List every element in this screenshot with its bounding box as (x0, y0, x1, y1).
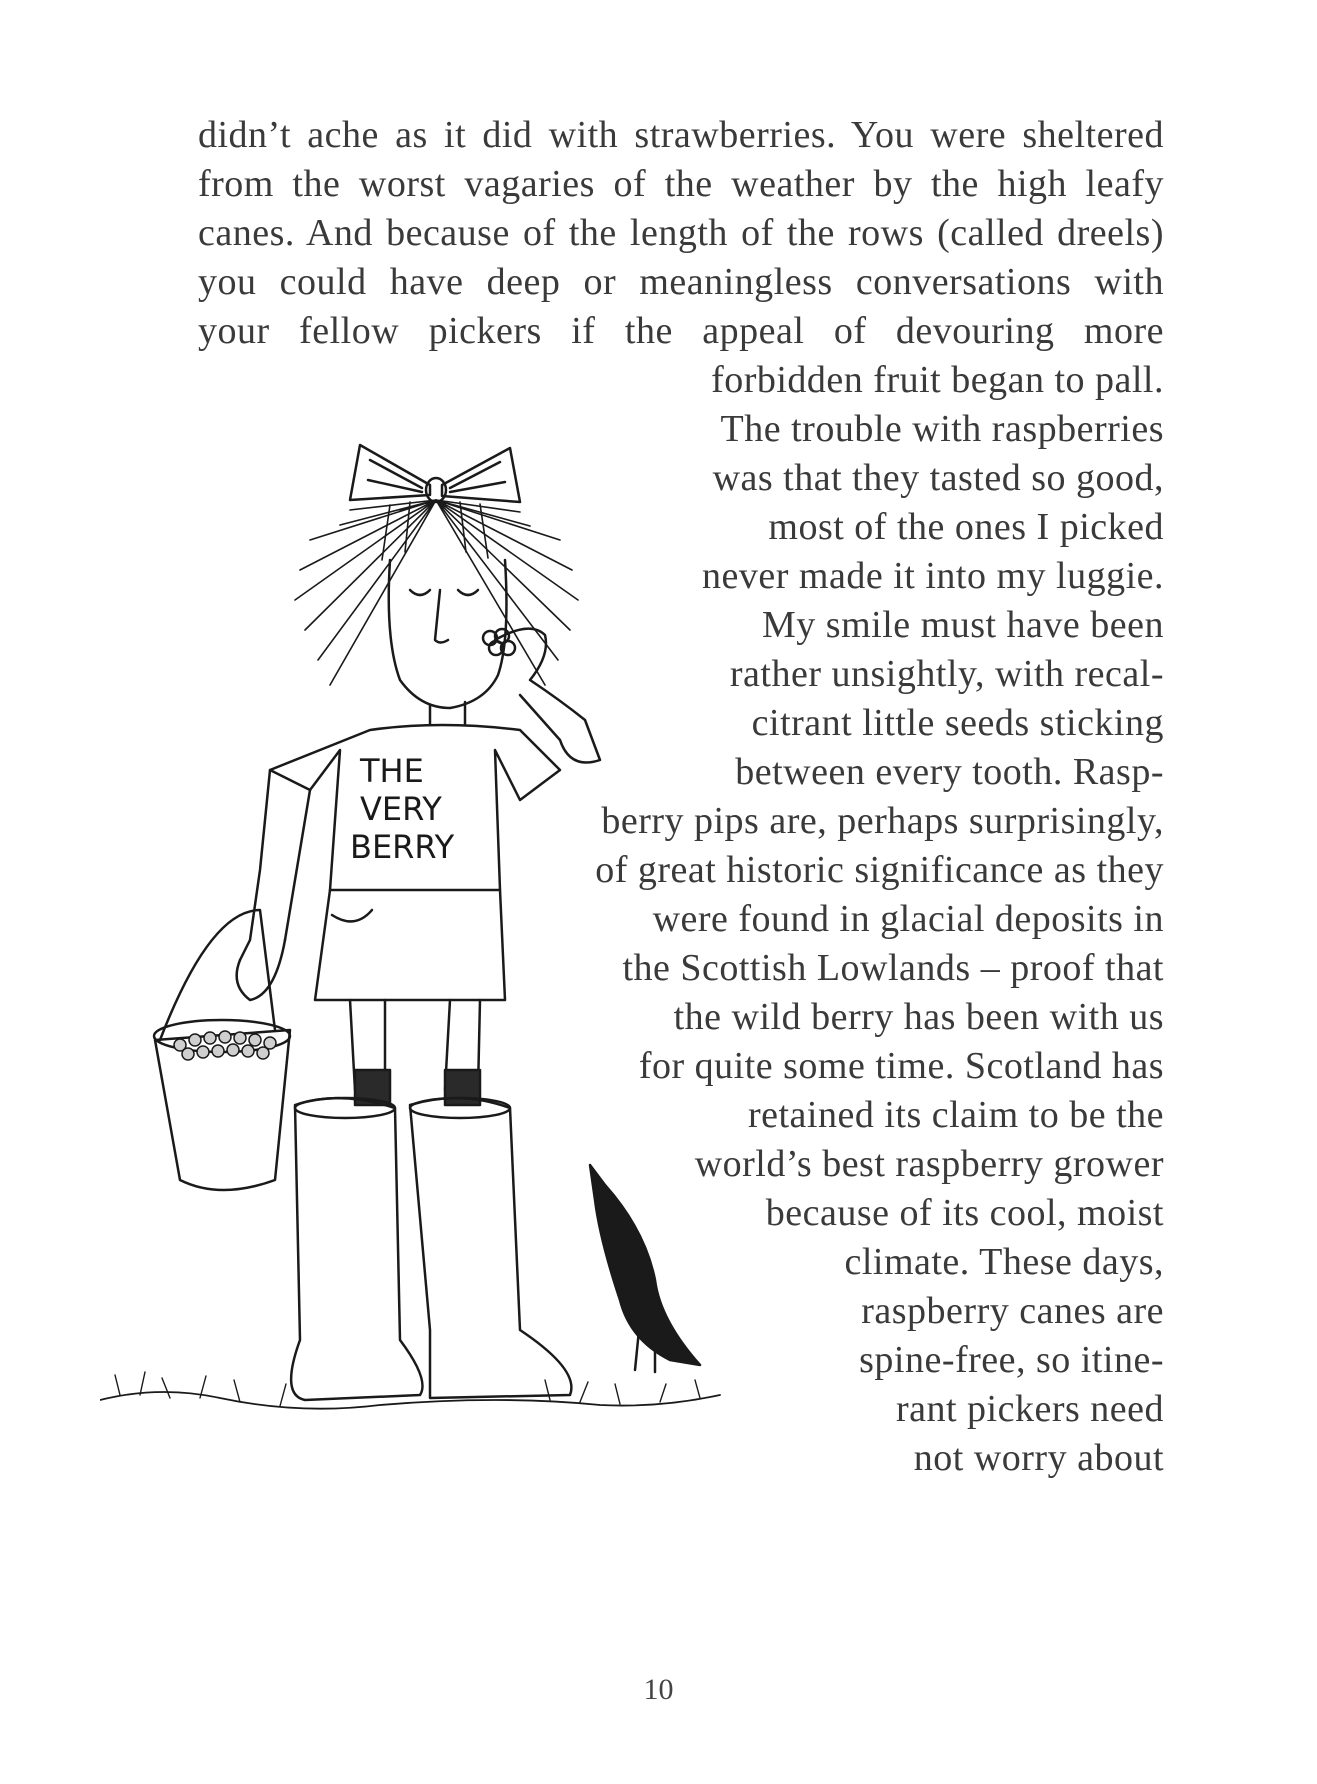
hair-bow-icon (350, 445, 520, 502)
text-line: most of the ones I picked (768, 506, 1164, 548)
text-line: berry pips are, perhaps surprisingly, (601, 800, 1164, 842)
text-line: retained its claim to be the (747, 1094, 1164, 1136)
text-line: world’s best raspberry grower (694, 1143, 1164, 1185)
text-line: The trouble with raspberries (720, 408, 1164, 450)
nose (435, 590, 448, 643)
shirt-text-line: THE (360, 752, 424, 790)
page-number: 10 (643, 1673, 674, 1706)
text-line: for quite some time. Scotland has (638, 1045, 1164, 1087)
skirt (315, 890, 505, 1000)
text-line: forbidden fruit began to pall. (711, 359, 1164, 401)
shirt-text-line: VERY (360, 790, 442, 828)
text-line: canes. And because of the length of the rows (called dreels) (198, 212, 1164, 254)
left-boot (291, 1098, 422, 1400)
text-line: didn’t ache as it did with strawberries. You were sheltered (198, 114, 1164, 156)
text-line: you could have deep or meaningless conversations with (198, 261, 1164, 303)
text-line: your fellow pickers if the appeal of devouring more (198, 310, 1164, 352)
text-line: citrant little seeds sticking (751, 702, 1164, 744)
girl-with-berry-bucket-illustration (100, 440, 870, 1630)
text-line: rather unsightly, with recal- (729, 653, 1164, 695)
text-line: because of its cool, moist (765, 1192, 1164, 1234)
hair-strands (295, 500, 578, 685)
text-line: of great historic significance as they (595, 849, 1164, 891)
text-line: was that they tasted so good, (712, 457, 1164, 499)
text-line: never made it into my luggie. (702, 555, 1164, 597)
blackbird-icon (590, 1165, 700, 1365)
shirt-lettering (350, 752, 455, 866)
text-line: from the worst vagaries of the weather by the high leafy (198, 163, 1164, 205)
text-line: raspberry canes are (861, 1290, 1164, 1332)
hand-and-arm (495, 629, 600, 763)
text-line: climate. These days, (844, 1241, 1164, 1283)
text-line: spine-free, so itine- (859, 1339, 1164, 1381)
closed-eyes (410, 590, 478, 595)
text-line: My smile must have been (762, 604, 1164, 646)
text-line: were found in glacial deposits in (652, 898, 1164, 940)
left-hand (237, 940, 285, 1000)
text-line: rant pickers need (895, 1388, 1164, 1430)
text-line: between every tooth. Rasp- (735, 751, 1164, 793)
text-line: not worry about (913, 1437, 1164, 1479)
face-outline (389, 560, 507, 708)
shirt-text-line: BERRY (350, 828, 455, 866)
right-boot (410, 1098, 571, 1398)
text-line: the Scottish Lowlands – proof that (622, 947, 1164, 989)
text-line: the wild berry has been with us (673, 996, 1164, 1038)
left-arm (240, 770, 270, 960)
